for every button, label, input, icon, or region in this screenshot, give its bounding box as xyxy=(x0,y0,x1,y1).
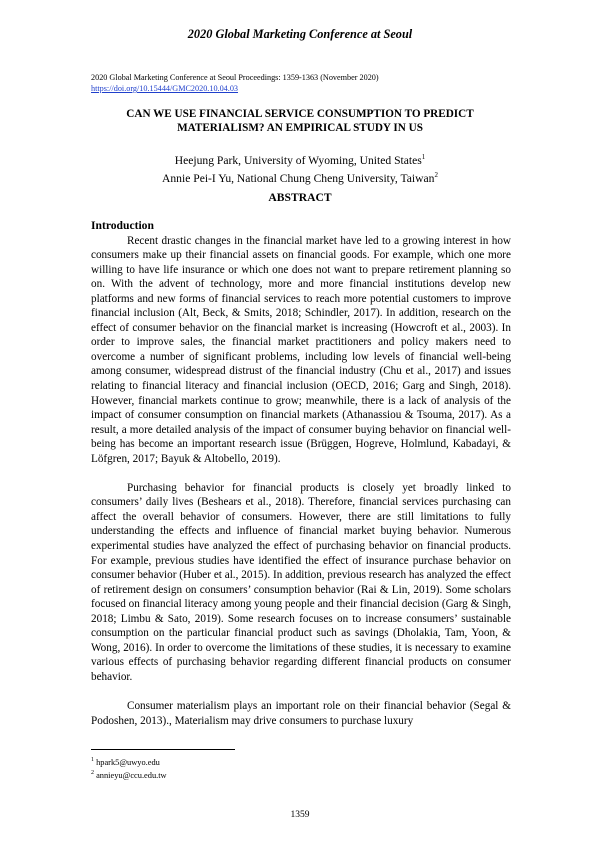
footnotes xyxy=(91,755,167,781)
abstract-heading: ABSTRACT xyxy=(268,191,332,204)
page-number: 1359 xyxy=(290,810,310,820)
paper-title xyxy=(60,107,540,135)
doi-link[interactable]: https://doi.org/10.15444/GMC2020.10.04.03 xyxy=(91,84,239,93)
paragraph-2: Purchasing behavior for financial products is closely yet broadly linked to consumers’ daily lives (Beshears et al., 2018). Therefore, financial services purchasing can affect the overall behavior of consumers. However, there are still limitations to fully understanding the effects and influence of financial market buying behavior. Numerous experimental studies have analyzed the effect of purchasing behavior on financial products. For example, previous studies have identified the effect of insurance purchase behavior on consumer behavior (Huber et al., 2015). In addition, previous research has analyzed the effect of retirement design on consumers’ consumption behavior (Rai & Lin, 2019). Some scholars focused on financial literacy among young people and their financial decision (Garg & Singh, 2018; Limbu & Sato, 2019). Some research focuses on to increase consumers’ sustainable consumption on the particular financial product such as savings (Dholakia, Tam, Yoon, & Wong, 2016). In order to overcome the limitations of these studies, it is necessary to examine various effects of purchasing behavior regarding different financial products on consumer behavior. xyxy=(91,481,511,683)
author-2-affiliation: Annie Pei-I Yu, National Chung Cheng University, Taiwan xyxy=(162,171,435,185)
author-1-affiliation: Heejung Park, University of Wyoming, United States xyxy=(174,153,422,167)
title-line-2: MATERIALISM? AN EMPIRICAL STUDY IN US xyxy=(177,122,423,134)
footnote-divider xyxy=(91,749,235,750)
author-list xyxy=(60,150,540,186)
footnote-2-text: annieyu@ccu.edu.tw xyxy=(96,770,167,780)
title-line-1: CAN WE USE FINANCIAL SERVICE CONSUMPTION TO PREDICT xyxy=(126,108,474,120)
author-1-footnote-mark: 1 xyxy=(421,153,426,161)
footnote-1-text: hpark5@uwyo.edu xyxy=(96,757,160,767)
proceedings-citation: 2020 Global Marketing Conference at Seoul Proceedings: 1359-1363 (November 2020) xyxy=(91,73,379,82)
footnote-1 xyxy=(91,755,167,768)
body-text xyxy=(91,219,511,728)
author-1 xyxy=(60,150,540,168)
author-2 xyxy=(60,168,540,186)
running-head: 2020 Global Marketing Conference at Seoul xyxy=(187,27,413,41)
section-heading: Introduction xyxy=(91,219,154,232)
footnote-1-mark: 1 xyxy=(91,757,94,763)
footnote-2 xyxy=(91,768,167,781)
paragraph-3: Consumer materialism plays an important role on their financial behavior (Segal & Podoshen, 2013)., Materialism may drive consumers to purchase luxury xyxy=(91,699,511,727)
footnote-2-mark: 2 xyxy=(91,769,94,776)
proceedings-info xyxy=(91,72,379,94)
author-2-footnote-mark: 2 xyxy=(434,170,438,179)
paragraph-1: Recent drastic changes in the financial market have led to a growing interest in how consumers make up their financial assets on financial goods. For example, which one more willing to have life insurance or which one does not want to prepare retirement planning so on. With the advent of technology, more and more financial institutions develop new platforms and new forms of financial services to reach more potential customers to improve financial inclusion (Alt, Beck, & Smits, 2018; Schindler, 2017). In addition, research on the effect of consumer behavior on the financial market is increasing (Howcroft et al., 2003). In order to improve sales, the financial market practitioners and policy makers need to overcome a number of significant problems, including low levels of financial well-being among consumer, widespread distrust of the financial industry (Chu et al., 2017) and issues relating to financial literacy and financial inclusion (OECD, 2016; Garg and Singh, 2018). However, financial markets continue to grow; meanwhile, there is a lack of analysis of the impact of consumer consumption on financial markets (Athanassiou & Tsouma, 2017). As a result, a more detailed analysis of the impact of consumer buying behavior on financial well-being has become an important research issue (Brüggen, Hogreve, Holmlund, Kabadayi, & Löfgren, 2017; Bayuk & Altobello, 2019). xyxy=(91,234,511,465)
